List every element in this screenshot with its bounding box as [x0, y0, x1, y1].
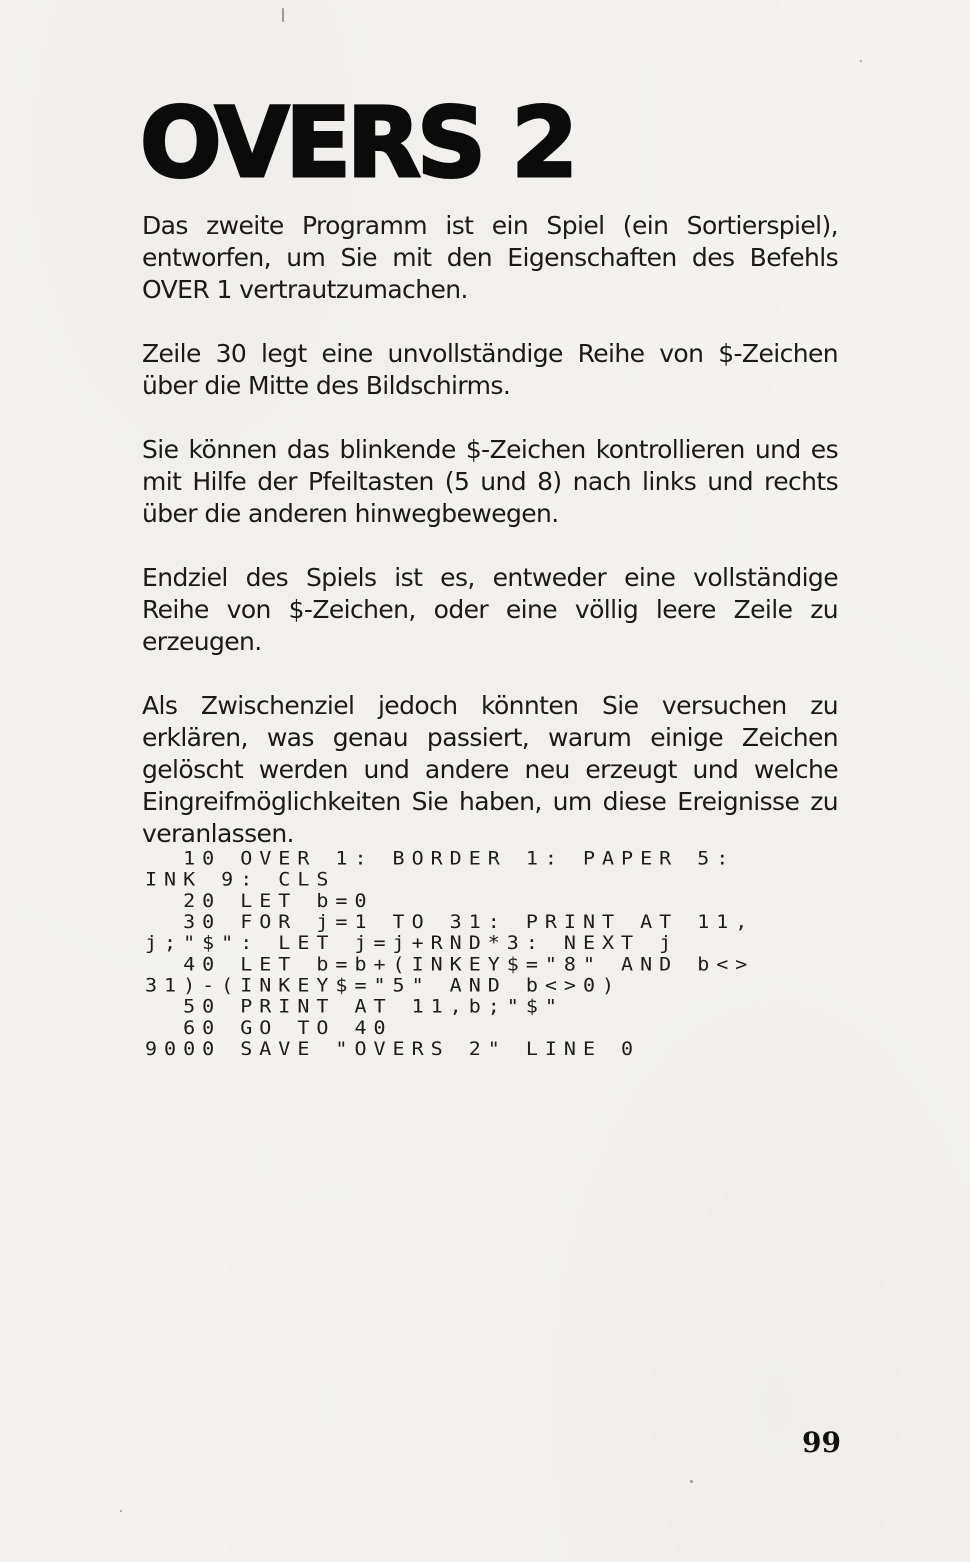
code-line: 60 GO TO 40 — [145, 1016, 393, 1039]
code-line: 50 PRINT AT 11,b;"$" — [145, 995, 564, 1018]
paragraph: Endziel des Spiels ist es, entweder eine vollständige Reihe von $-Zeichen, oder eine völlig leere Zeile zu erzeugen. — [142, 563, 838, 656]
paragraph: Das zweite Programm ist ein Spiel (ein Sortierspiel), entworfen, um Sie mit den Eigenschaften des Befehls OVER 1 vertrautzumachen. — [142, 211, 838, 304]
paragraph: Zeile 30 legt eine unvollständige Reihe von $-Zeichen über die Mitte des Bildschirms. — [142, 339, 838, 400]
paragraph: Sie können das blinkende $-Zeichen kontrollieren und es mit Hilfe der Pfeiltasten (5 und 8) nach links und rechts über die anderen hinwegbewegen. — [142, 435, 838, 528]
paper-speck — [690, 1480, 693, 1483]
code-line: 10 OVER 1: BORDER 1: PAPER 5: — [145, 847, 736, 870]
page-title: OVERS 2 — [140, 87, 575, 199]
code-line: 20 LET b=0 — [145, 889, 374, 912]
paper-speck — [120, 1510, 122, 1512]
paragraph: Als Zwischenziel jedoch könnten Sie versuchen zu erklären, was genau passiert, warum einige Zeichen gelöscht werden und andere neu erzeugt und welche Eingreifmöglichkeiten Sie haben, um diese Ereignisse zu veranlassen. — [142, 691, 838, 848]
code-line: 40 LET b=b+(INKEY$="8" AND b<> — [145, 952, 755, 975]
paper-speck — [282, 8, 284, 22]
body-text — [142, 210, 838, 882]
code-line: 31)-(INKEY$="5" AND b<>0) — [145, 974, 622, 997]
code-line: INK 9: CLS — [145, 868, 336, 891]
code-line: 9000 SAVE "OVERS 2" LINE 0 — [145, 1037, 641, 1060]
code-line: 30 FOR j=1 TO 31: PRINT AT 11, — [145, 910, 755, 933]
basic-program-listing — [145, 848, 835, 1060]
paper-speck — [860, 60, 862, 62]
page-number: 99 — [802, 1426, 841, 1459]
code-line: j;"$": LET j=j+RND*3: NEXT j — [145, 931, 679, 954]
